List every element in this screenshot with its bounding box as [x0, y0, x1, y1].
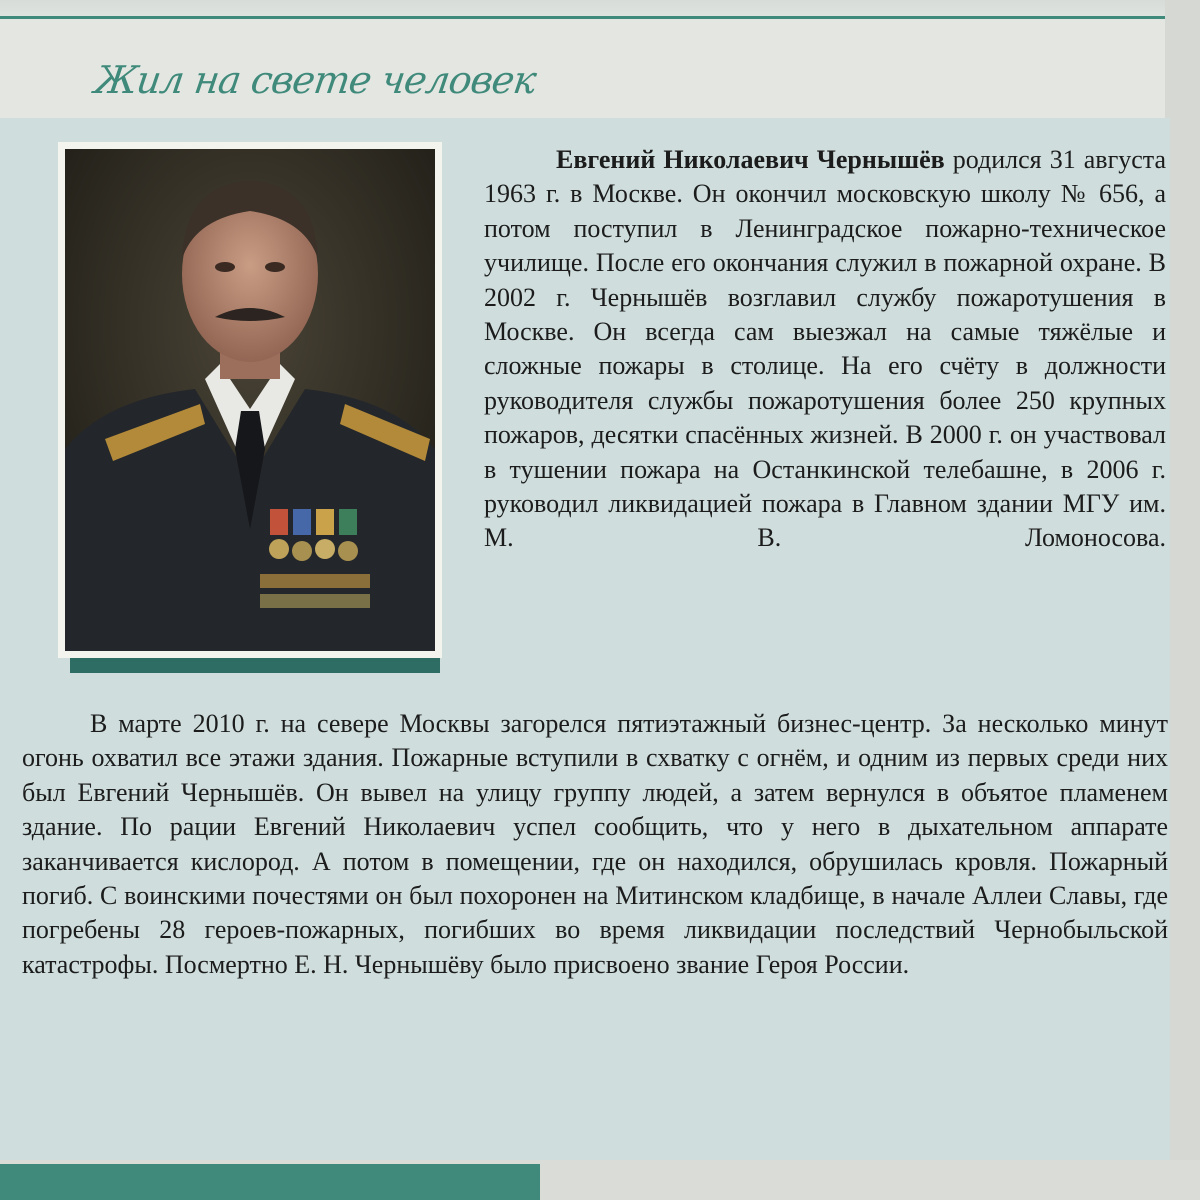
portrait-photo	[58, 142, 442, 658]
biography-text: родился 31 августа 1963 г. в Москве. Он окончил московскую школу № 656, а потом поступил в Ленинградское пожарно-техническое училище. После его окончания служил в пожарной охране. В 2002 г. Чернышёв возглавил службу пожаротушения в Москве. Он всегда сам выезжал на самые тяжёлые и сложные пожары в столице. На его счёту в должности руководителя службы пожаротушения более 250 крупных пожаров, десятки спасённых жизней. В 2000 г. он участвовал в тушении пожара на Останкинской телебашне, в 2006 г. руководил ликвидацией пожара в Главном здании МГУ им. М. В. Ломоносова.	[484, 145, 1167, 553]
top-decorative-band	[0, 0, 1170, 19]
portrait-icon	[65, 149, 435, 651]
story-text: В марте 2010 г. на севере Москвы загорелся пятиэтажный бизнес-центр. За несколько минут огонь охватил все этажи здания. Пожарные вступили в схватку с огнём, и одним из первых среди них был Евгений Чернышёв. Он вывел на улицу группу людей, а затем вернулся в объятое пламенем здание. По рации Евгений Николаевич успел сообщить, что у него в дыхательном аппарате заканчивается кислород. А потом в помещении, где он находился, обрушилась кровля. Пожарный погиб. С воинскими почестями он был похоронен на Митинском кладбище, в начале Аллеи Славы, где погребены 28 героев-пожарных, погибших во время ликвидации последствий Чернобыльской катастрофы. Посмертно Е. Н. Чернышёву было присвоено звание Героя России.	[22, 709, 1168, 979]
bottom-decorative-strip	[0, 1160, 1200, 1200]
story-paragraph	[22, 707, 1168, 982]
biography-paragraph	[484, 143, 1166, 556]
hero-name: Евгений Николаевич Чернышёв	[556, 145, 945, 174]
page-edge	[1165, 0, 1200, 1200]
section-heading: Жил на свете человек	[92, 58, 539, 102]
